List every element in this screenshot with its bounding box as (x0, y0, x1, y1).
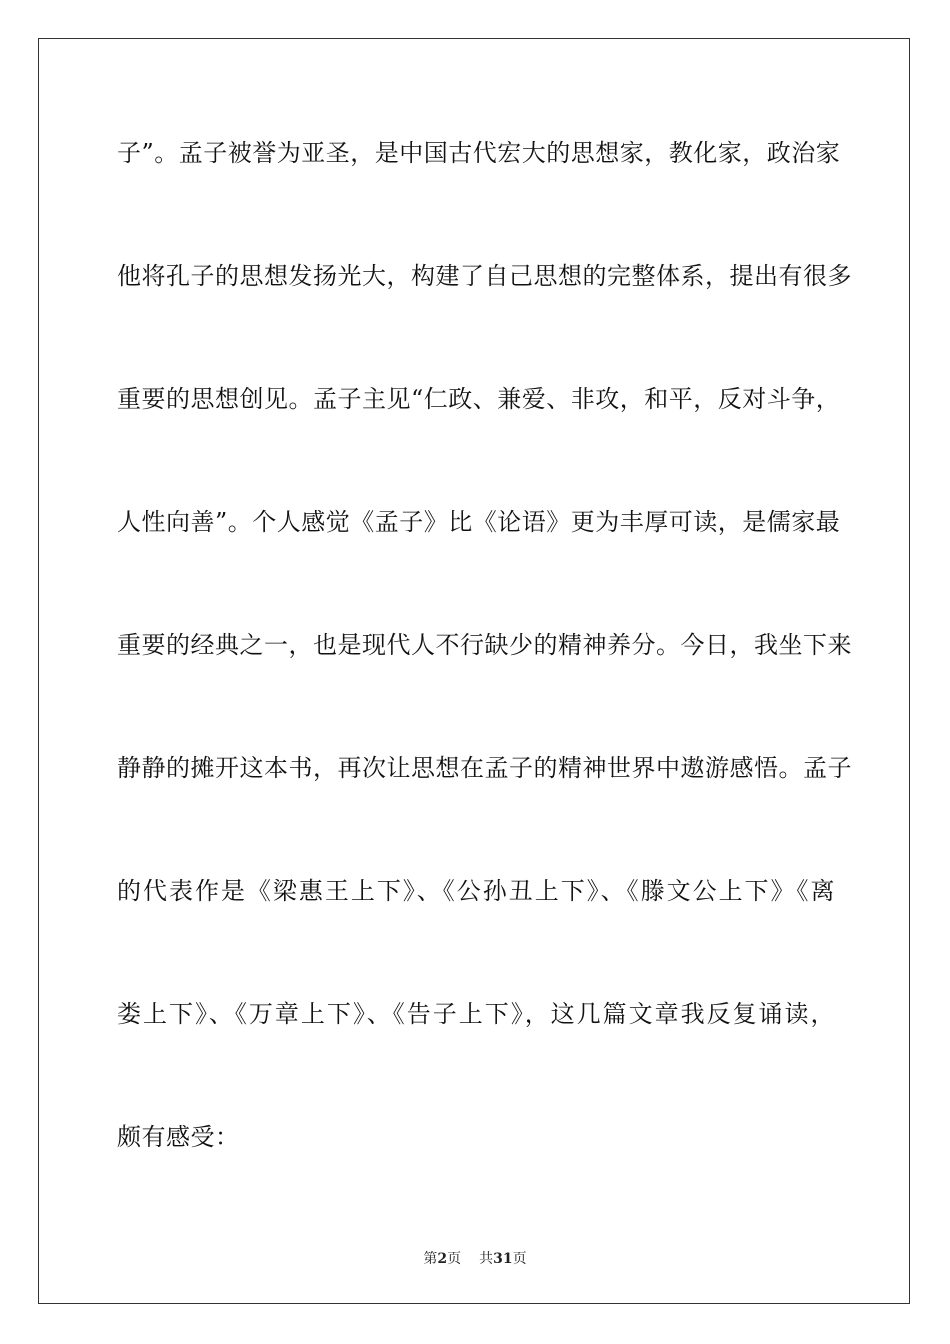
text-line-2: 他将孔子的思想发扬光大，构建了自己思想的完整体系，提出有很多 (117, 262, 852, 290)
document-body (117, 128, 852, 1235)
total-prefix: 共 (479, 1251, 494, 1267)
page-prefix: 第 (423, 1251, 438, 1267)
text-line-9: 颇有感受： (117, 1123, 240, 1151)
total-suffix: 页 (512, 1251, 527, 1267)
text-line-1: 子”。孟子被誉为亚圣，是中国古代宏大的思想家，教化家，政治家 (117, 139, 841, 167)
text-line-6: 静静的摊开这本书，再次让思想在孟子的精神世界中遨游感悟。孟子 (117, 754, 852, 782)
page-number: 2 (437, 1251, 448, 1267)
page-footer (0, 1248, 950, 1268)
text-line-5: 重要的经典之一，也是现代人不行缺少的精神养分。今日，我坐下来 (117, 631, 852, 659)
total-pages: 31 (493, 1251, 513, 1267)
text-line-3: 重要的思想创见。孟子主见“仁政、兼爱、非攻，和平，反对斗争， (117, 385, 841, 413)
page-suffix: 页 (447, 1251, 462, 1267)
text-line-7: 的代表作是《梁惠王上下》、《公孙丑上下》、《滕文公上下》《离 (117, 877, 835, 905)
text-line-4: 人性向善”。个人感觉《孟子》比《论语》更为丰厚可读，是儒家最 (117, 508, 841, 536)
text-line-8: 娄上下》、《万章上下》、《告子上下》，这几篇文章我反复诵读， (117, 1000, 835, 1028)
